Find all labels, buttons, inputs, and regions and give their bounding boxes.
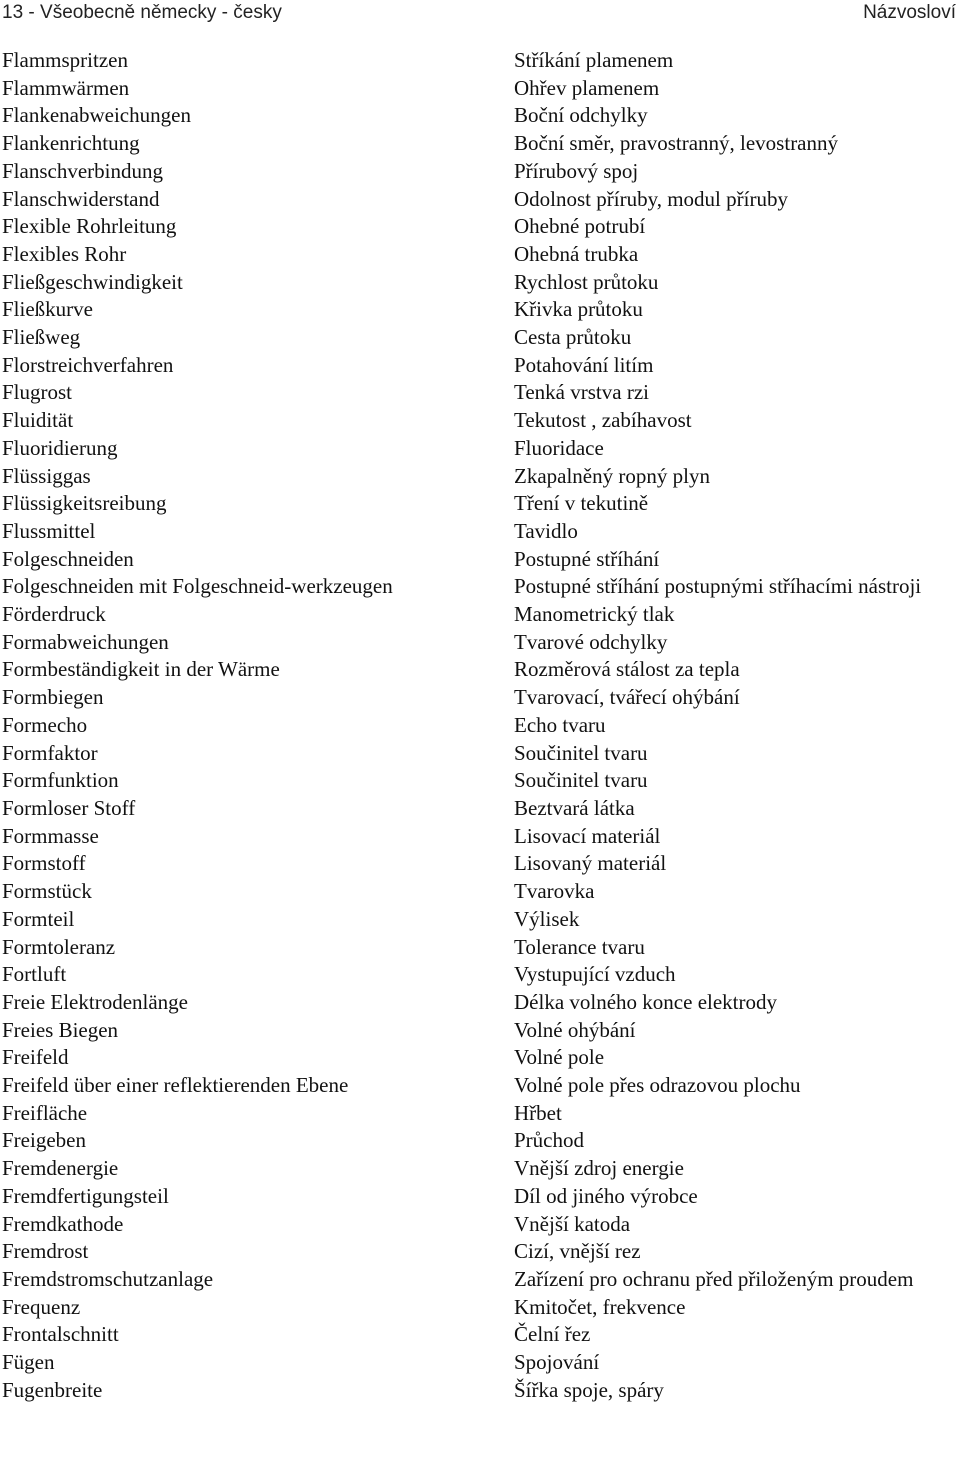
german-term: Frontalschnitt: [2, 1322, 119, 1347]
czech-term: Tekutost , zabíhavost: [514, 408, 692, 433]
glossary-row: [0, 1266, 960, 1294]
czech-term: Vnější zdroj energie: [514, 1156, 684, 1181]
czech-term: Součinitel tvaru: [514, 768, 648, 793]
glossary-row: [0, 1044, 960, 1072]
czech-term: Šířka spoje, spáry: [514, 1377, 664, 1402]
german-term: Formstoff: [2, 851, 86, 876]
glossary-row: [0, 1100, 960, 1128]
czech-term: Spojování: [514, 1350, 600, 1375]
czech-term: Boční směr, pravostranný, levostranný: [514, 131, 839, 156]
glossary-row: [0, 407, 960, 435]
german-term: Folgeschneiden mit Folgeschneid-werkzeugen: [2, 574, 393, 599]
glossary-row: [0, 102, 960, 130]
glossary-row: [0, 961, 960, 989]
czech-term: Tavidlo: [514, 518, 578, 543]
glossary-row: [0, 546, 960, 574]
glossary-row: [0, 463, 960, 491]
glossary-row: [0, 878, 960, 906]
german-term: Fremdenergie: [2, 1156, 119, 1181]
german-term: Fremdkathode: [2, 1211, 124, 1236]
german-term: Flüssigkeitsreibung: [2, 491, 167, 516]
german-term: Fließkurve: [2, 297, 93, 322]
czech-term: Hřbet: [514, 1100, 562, 1125]
german-term: Förderdruck: [2, 602, 106, 627]
german-term: Florstreichverfahren: [2, 352, 174, 377]
glossary-row: [0, 1183, 960, 1211]
german-term: Flankenrichtung: [2, 131, 140, 156]
czech-term: Manometrický tlak: [514, 602, 675, 627]
czech-term: Lisovaný materiál: [514, 851, 667, 876]
german-term: Freifeld: [2, 1045, 69, 1070]
german-term: Formloser Stoff: [2, 795, 136, 820]
czech-term: Vnější katoda: [514, 1211, 631, 1236]
german-term: Fluoridierung: [2, 435, 118, 460]
czech-term: Díl od jiného výrobce: [514, 1183, 698, 1208]
glossary-row: [0, 269, 960, 297]
czech-term: Fluoridace: [514, 435, 604, 460]
german-term: Formabweichungen: [2, 629, 169, 654]
page-header-title: 13 - Všeobecně německy - česky: [2, 2, 282, 23]
glossary-row: [0, 629, 960, 657]
german-term: Formbeständigkeit in der Wärme: [2, 657, 280, 682]
german-term: Fließweg: [2, 325, 81, 350]
czech-term: Kmitočet, frekvence: [514, 1294, 686, 1319]
german-term: Formfunktion: [2, 768, 119, 793]
glossary-row: [0, 75, 960, 103]
czech-term: Tolerance tvaru: [514, 934, 645, 959]
glossary-row: [0, 823, 960, 851]
german-term: Flanschverbindung: [2, 158, 163, 183]
czech-term: Lisovací materiál: [514, 823, 661, 848]
glossary-row: [0, 989, 960, 1017]
german-term: Folgeschneiden: [2, 546, 134, 571]
glossary-row: [0, 435, 960, 463]
glossary-row: [0, 850, 960, 878]
german-term: Fügen: [2, 1350, 55, 1375]
glossary-row: [0, 767, 960, 795]
page-header-section: Názvosloví: [863, 2, 956, 23]
glossary-row: [0, 1294, 960, 1322]
glossary-row: [0, 241, 960, 269]
czech-term: Tvarové odchylky: [514, 629, 668, 654]
german-term: Flankenabweichungen: [2, 103, 191, 128]
czech-term: Tenká vrstva rzi: [514, 380, 649, 405]
czech-term: Volné pole: [514, 1045, 605, 1070]
czech-term: Zkapalněný ropný plyn: [514, 463, 710, 488]
glossary-row: [0, 158, 960, 186]
glossary-row: [0, 1349, 960, 1377]
german-term: Flussmittel: [2, 518, 96, 543]
german-term: Flammwärmen: [2, 75, 130, 100]
german-term: Flexible Rohrleitung: [2, 214, 177, 239]
german-term: Formtoleranz: [2, 934, 116, 959]
german-term: Flexibles Rohr: [2, 241, 127, 266]
czech-term: Výlisek: [514, 906, 580, 931]
czech-term: Ohebná trubka: [514, 241, 639, 266]
german-term: Fließgeschwindigkeit: [2, 269, 183, 294]
glossary-row: [0, 712, 960, 740]
german-term: Freies Biegen: [2, 1017, 119, 1042]
german-term: Freifläche: [2, 1100, 88, 1125]
czech-term: Tvarovací, tvářecí ohýbání: [514, 685, 740, 710]
german-term: Freigeben: [2, 1128, 86, 1153]
czech-term: Délka volného konce elektrody: [514, 989, 777, 1014]
czech-term: Cesta průtoku: [514, 325, 632, 350]
glossary-row: [0, 1321, 960, 1349]
german-term: Fugenbreite: [2, 1377, 103, 1402]
glossary-row: [0, 518, 960, 546]
czech-term: Volné pole přes odrazovou plochu: [514, 1073, 801, 1098]
czech-term: Rozměrová stálost za tepla: [514, 657, 740, 682]
german-term: Formmasse: [2, 823, 99, 848]
glossary-row: [0, 1017, 960, 1045]
german-term: Flüssiggas: [2, 463, 91, 488]
german-term: Formteil: [2, 906, 75, 931]
glossary-row: [0, 656, 960, 684]
czech-term: Součinitel tvaru: [514, 740, 648, 765]
czech-term: Odolnost příruby, modul příruby: [514, 186, 788, 211]
czech-term: Cizí, vnější rez: [514, 1239, 641, 1264]
glossary-row: [0, 684, 960, 712]
glossary-row: [0, 601, 960, 629]
glossary-row: [0, 795, 960, 823]
glossary-row: [0, 1155, 960, 1183]
czech-term: Průchod: [514, 1128, 584, 1153]
glossary-row: [0, 934, 960, 962]
glossary-row: [0, 186, 960, 214]
glossary-row: [0, 352, 960, 380]
glossary-row: [0, 573, 960, 601]
czech-term: Volné ohýbání: [514, 1017, 636, 1042]
german-term: Flanschwiderstand: [2, 186, 160, 211]
czech-term: Čelní řez: [514, 1322, 591, 1347]
german-term: Flugrost: [2, 380, 73, 405]
glossary-row: [0, 130, 960, 158]
german-term: Fluidität: [2, 408, 74, 433]
german-term: Formbiegen: [2, 685, 104, 710]
glossary-row: [0, 379, 960, 407]
german-term: Flammspritzen: [2, 48, 128, 72]
german-term: Freifeld über einer reflektierenden Ebene: [2, 1073, 349, 1098]
czech-term: Stříkání plamenem: [514, 48, 674, 72]
german-term: Formfaktor: [2, 740, 98, 765]
czech-term: Postupné stříhání: [514, 546, 660, 571]
czech-term: Rychlost průtoku: [514, 269, 659, 294]
german-term: Fremdfertigungsteil: [2, 1183, 169, 1208]
german-term: Fremdrost: [2, 1239, 89, 1264]
german-term: Freie Elektrodenlänge: [2, 989, 189, 1014]
german-term: Formstück: [2, 879, 92, 904]
german-term: Fremdstromschutzanlage: [2, 1266, 214, 1291]
glossary-row: [0, 1211, 960, 1239]
page-header: [0, 0, 960, 26]
czech-term: Ohřev plamenem: [514, 75, 660, 100]
glossary-row: [0, 296, 960, 324]
german-term: Formecho: [2, 712, 88, 737]
glossary-row: [0, 213, 960, 241]
glossary-row: [0, 1377, 960, 1405]
czech-term: Tření v tekutině: [514, 491, 649, 516]
german-term: Fortluft: [2, 962, 67, 987]
czech-term: Zařízení pro ochranu před přiloženým proudem: [514, 1266, 914, 1291]
czech-term: Přírubový spoj: [514, 158, 639, 183]
czech-term: Echo tvaru: [514, 712, 606, 737]
czech-term: Tvarovka: [514, 879, 595, 904]
czech-term: Ohebné potrubí: [514, 214, 646, 239]
glossary-row: [0, 1238, 960, 1266]
glossary-row: [0, 906, 960, 934]
german-term: Frequenz: [2, 1294, 81, 1319]
glossary-row: [0, 1127, 960, 1155]
glossary-row: [0, 47, 960, 75]
glossary-row: [0, 324, 960, 352]
glossary-row: [0, 1072, 960, 1100]
czech-term: Vystupující vzduch: [514, 962, 676, 987]
glossary-row: [0, 490, 960, 518]
czech-term: Beztvará látka: [514, 795, 635, 820]
glossary-table: [0, 47, 960, 1404]
czech-term: Křivka průtoku: [514, 297, 643, 322]
czech-term: Potahování litím: [514, 352, 654, 377]
czech-term: Postupné stříhání postupnými stříhacími nástroji: [514, 574, 922, 599]
czech-term: Boční odchylky: [514, 103, 648, 128]
glossary-row: [0, 740, 960, 768]
